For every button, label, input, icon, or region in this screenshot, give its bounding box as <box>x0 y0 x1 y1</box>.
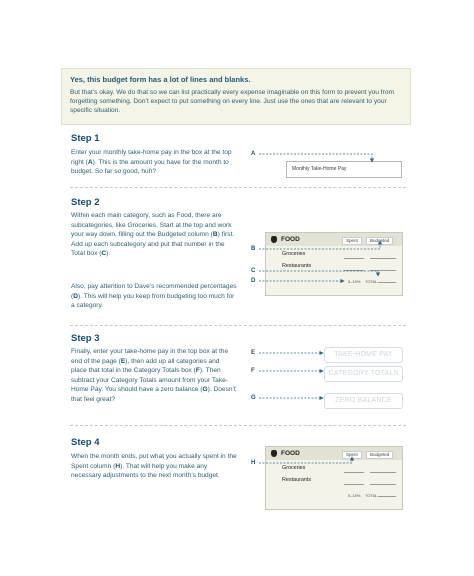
label-d: D <box>251 278 256 284</box>
arrow-c <box>259 271 378 276</box>
label-h: H <box>251 460 256 466</box>
food-total-label: TOTAL <box>365 279 378 284</box>
step-4-title: Step 4 <box>71 437 100 448</box>
intro-note-body: But that’s okay. We do that so we can list practically every expense imaginable on this form to prevent you from forgetting something. Don’t expect to put something on every line. Just use the ones that are relevant to your specific situation. <box>70 89 394 114</box>
label-f: F <box>251 368 255 374</box>
groceries-row-label: Groceries <box>282 465 306 471</box>
step-2-title: Step 2 <box>71 197 100 208</box>
budgeted-column-header: Budgeted <box>366 237 393 245</box>
label-b: B <box>251 246 256 252</box>
food-card-title: FOOD <box>281 236 300 243</box>
spent-column-header: Spent <box>342 451 362 459</box>
label-a: A <box>251 151 256 157</box>
step-3-title: Step 3 <box>71 333 100 344</box>
arrow-a <box>259 154 372 162</box>
food-card-title: FOOD <box>281 450 300 457</box>
step-2-text: Within each main category, such as Food, there are subcategories, like Groceries. Start at the top and work your way down, filling out the Budgeted column (B) first. Add up each subcategory and put that number in the Total box (C). <box>71 212 235 257</box>
step-3-text: Finally, enter your take-home pay in the top box at the end of the page (E), then add up all categories and place that total in the Category Totals box (F). Then subtract your Category Totals amount from your Take-Home Pay. You should have a zero balance (G). Doesn’t that feel great? <box>71 348 236 403</box>
budgeted-column-header: Budgeted <box>366 451 393 459</box>
food-total-label: TOTAL <box>365 493 378 498</box>
take-home-pay-field[interactable]: TAKE-HOME PAY <box>324 347 403 363</box>
groceries-row-label: Groceries <box>282 251 306 257</box>
label-e: E <box>251 350 256 356</box>
arrow-b <box>259 241 380 249</box>
step-4-text: When the month ends, put what you actually spent in the Spent column (H). That will help you make any necessary adjustments to the next month’s budget. <box>71 453 237 479</box>
step-1-title: Step 1 <box>71 133 100 144</box>
food-percentage: 5–15% <box>348 493 361 498</box>
zero-balance-field[interactable]: ZERO BALANCE <box>324 393 403 409</box>
restaurants-row-label: Restaurants <box>282 477 312 483</box>
label-g: G <box>251 395 256 401</box>
arrow-h <box>259 457 352 463</box>
step-2-text-2: Also, pay attention to Dave’s recommended percentages (D). This will help you keep from budgeting too much for a category. <box>71 283 237 309</box>
intro-note-title: Yes, this budget form has a lot of lines and blanks. <box>70 75 251 84</box>
label-c: C <box>251 268 256 274</box>
spent-column-header: Spent <box>342 237 362 245</box>
restaurants-row-label: Restaurants <box>282 263 312 269</box>
step-1-text: Enter your monthly take-home pay in the box at the top right (A). This is the amount you have for the month to budget. So far so good, huh? <box>71 149 232 175</box>
category-totals-field[interactable]: CATEGORY TOTALS <box>324 366 403 382</box>
food-percentage: 5–15% <box>348 279 361 284</box>
take-home-pay-label: Monthly Take-Home Pay <box>292 166 347 172</box>
